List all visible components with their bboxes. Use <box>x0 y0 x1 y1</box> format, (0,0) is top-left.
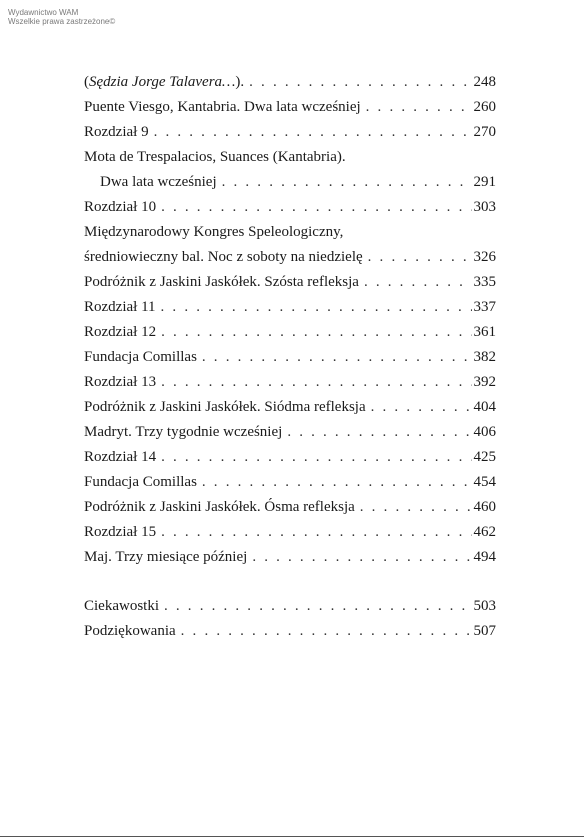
toc-entry-page: 404 <box>473 399 496 415</box>
toc-entry <box>84 445 496 470</box>
toc-entry-heading <box>84 145 496 170</box>
toc-entry-title: Podróżnik z Jaskini Jaskółek. Siódma refleksja <box>84 399 366 415</box>
toc-entry-title: Międzynarodowy Kongres Speleologiczny, <box>84 224 344 240</box>
dot-leader <box>247 545 472 570</box>
dot-leader <box>159 594 472 619</box>
toc-entry <box>84 395 496 420</box>
toc-entry <box>84 545 496 570</box>
dot-leader <box>361 95 472 120</box>
toc-entry-title: Podróżnik z Jaskini Jaskółek. Ósma refleksja <box>84 499 355 515</box>
toc-entry-title: Fundacja Comillas <box>84 474 197 490</box>
toc-entry-page: 248 <box>473 74 496 90</box>
toc-entry <box>84 420 496 445</box>
toc-entry-title: Maj. Trzy miesiące później <box>84 549 248 565</box>
page-header <box>8 8 115 26</box>
toc-entry-page: 460 <box>473 499 496 515</box>
toc-entry-title: Rozdział 13 <box>84 374 157 390</box>
toc-entry <box>84 370 496 395</box>
appendix-entry-page: 503 <box>473 598 496 614</box>
toc-entry-page: 361 <box>473 324 496 340</box>
toc-entry-page: 392 <box>473 374 496 390</box>
toc-entry-page: 406 <box>473 424 496 440</box>
dot-leader <box>363 245 472 270</box>
toc-entry-page: 291 <box>473 174 496 190</box>
toc-entry <box>84 345 496 370</box>
toc-entry-title: Puente Viesgo, Kantabria. Dwa lata wcześniej <box>84 99 361 115</box>
toc-entry-page: 382 <box>473 349 496 365</box>
toc-entry <box>84 245 496 270</box>
toc-entry <box>84 70 496 95</box>
dot-leader <box>359 270 472 295</box>
toc-entry <box>84 520 496 545</box>
toc-entry-title: Mota de Trespalacios, Suances (Kantabria). <box>84 149 346 165</box>
toc-entry <box>84 270 496 295</box>
toc-entry-title: Rozdział 12 <box>84 324 157 340</box>
toc-entry-page: 260 <box>473 99 496 115</box>
publisher-name: Wydawnictwo WAM <box>8 8 79 17</box>
dot-leader <box>156 445 472 470</box>
dot-leader <box>156 370 472 395</box>
toc-entry-heading <box>84 220 496 245</box>
toc-entry-title: Madryt. Trzy tygodnie wcześniej <box>84 424 283 440</box>
toc-entry-title: Rozdział 9 <box>84 124 149 140</box>
toc-entry-title: Rozdział 11 <box>84 299 156 315</box>
toc-entry <box>84 195 496 220</box>
toc-entry-title: Dwa lata wcześniej <box>100 174 217 190</box>
dot-leader <box>156 295 472 320</box>
toc-entry-page: 337 <box>473 299 496 315</box>
toc-entry <box>84 95 496 120</box>
dot-leader <box>156 520 472 545</box>
toc-entry-page: 326 <box>473 249 496 265</box>
toc-entry-title-italic: Sędzia Jorge Talavera… <box>89 74 236 90</box>
dot-leader <box>176 619 472 644</box>
toc-entry-title: Rozdział 14 <box>84 449 157 465</box>
toc-entry-page: 303 <box>473 199 496 215</box>
dot-leader <box>282 420 472 445</box>
dot-leader <box>355 495 472 520</box>
dot-leader <box>366 395 472 420</box>
toc-entry-page: 454 <box>473 474 496 490</box>
toc-entry-page: 425 <box>473 449 496 465</box>
toc-entry <box>84 120 496 145</box>
toc-entry-page: 335 <box>473 274 496 290</box>
appendix-entry <box>84 594 496 619</box>
toc-entry <box>84 170 496 195</box>
dot-leader <box>217 170 472 195</box>
dot-leader <box>156 320 472 345</box>
rights-notice: Wszelkie prawa zastrzeżone© <box>8 17 116 26</box>
appendix-entry <box>84 619 496 644</box>
dot-leader <box>197 470 472 495</box>
toc-entry-title: Podróżnik z Jaskini Jaskółek. Szósta refleksja <box>84 274 359 290</box>
toc-entry-title: Fundacja Comillas <box>84 349 197 365</box>
appendix-entry-page: 507 <box>473 623 496 639</box>
appendix-entry-title: Podziękowania <box>84 623 176 639</box>
toc-entry-title: (Sędzia Jorge Talavera…). <box>84 74 245 90</box>
dot-leader <box>244 70 472 95</box>
appendix-entry-title: Ciekawostki <box>84 598 159 614</box>
toc-entry <box>84 495 496 520</box>
toc-entry-title: średniowieczny bal. Noc z soboty na niedzielę <box>84 249 363 265</box>
dot-leader <box>156 195 472 220</box>
toc-entry-title: Rozdział 15 <box>84 524 157 540</box>
dot-leader <box>197 345 472 370</box>
table-of-contents <box>84 70 496 644</box>
toc-entry <box>84 470 496 495</box>
toc-entry-title: Rozdział 10 <box>84 199 157 215</box>
toc-entry <box>84 320 496 345</box>
toc-entry-page: 462 <box>473 524 496 540</box>
toc-entry-page: 270 <box>473 124 496 140</box>
section-spacer <box>84 570 496 594</box>
toc-entry-page: 494 <box>473 549 496 565</box>
toc-entry <box>84 295 496 320</box>
dot-leader <box>149 120 472 145</box>
